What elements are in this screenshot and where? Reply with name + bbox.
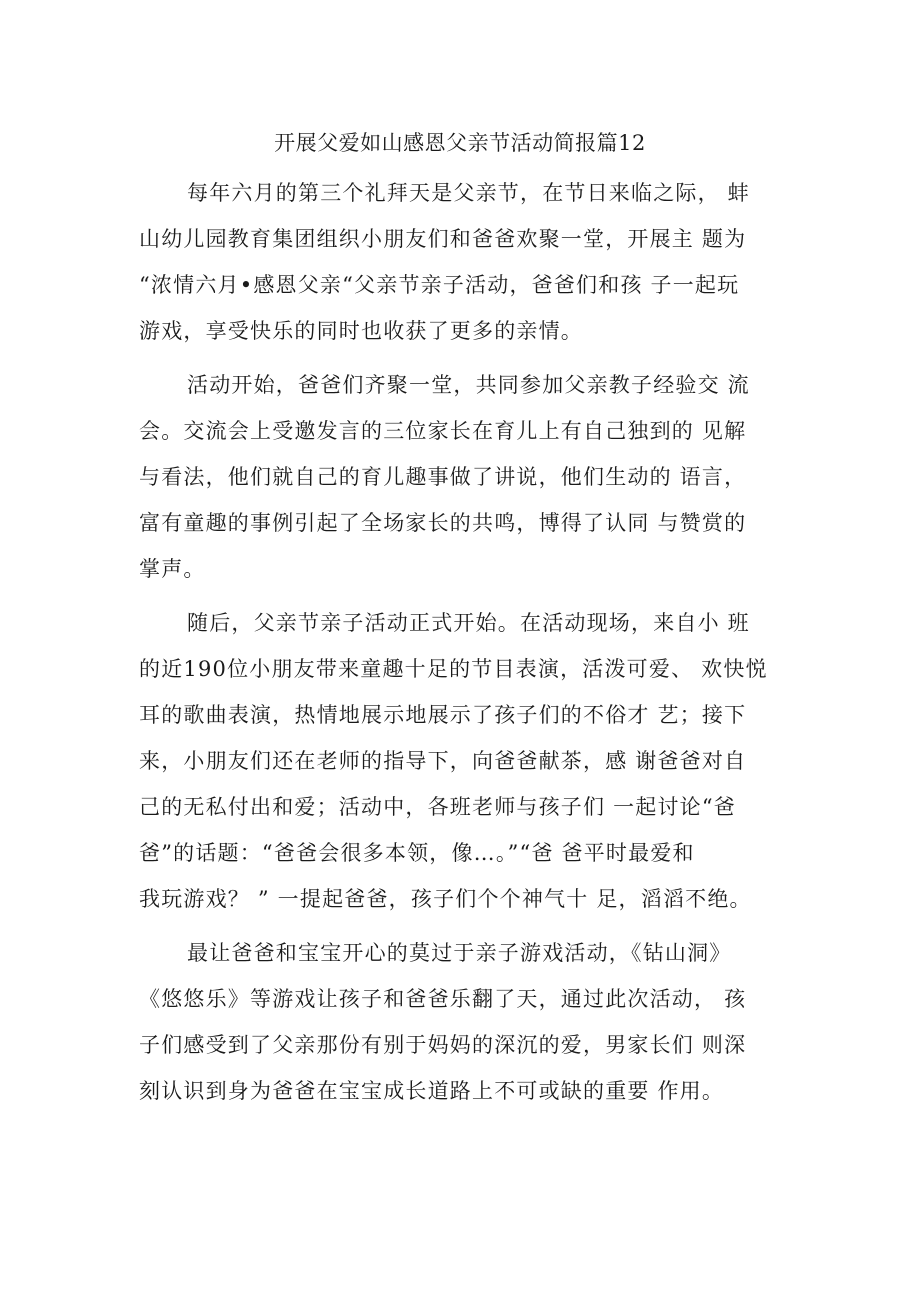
paragraph-line: 我玩游戏？ ” 一提起爸爸，孩子们个个神气十 足，滔滔不绝。 bbox=[139, 887, 752, 911]
paragraph-line: 游戏，享受快乐的同时也收获了更多的亲情。 bbox=[139, 319, 583, 343]
paragraph-3 bbox=[139, 600, 789, 922]
paragraph-line: 《悠悠乐》等游戏让孩子和爸爸乐翻了天，通过此次活动， 孩 bbox=[139, 987, 747, 1011]
paragraph-2 bbox=[139, 362, 789, 592]
paragraph-1 bbox=[139, 170, 789, 354]
paragraph-line: 来，小朋友们还在老师的指导下，向爸爸献茶，感 谢爸爸对自 bbox=[139, 749, 747, 773]
paragraph-line: 掌声。 bbox=[139, 557, 206, 581]
paragraph-line: 富有童趣的事例引起了全场家长的共鸣，博得了认同 与赞赏的 bbox=[139, 511, 747, 535]
document-title: 开展父爱如山感恩父亲节活动简报篇12 bbox=[274, 131, 646, 155]
paragraph-line: 己的无私付出和爱；活动中，各班老师与孩子们 一起讨论“爸 bbox=[139, 795, 737, 819]
paragraph-4 bbox=[139, 930, 789, 1114]
paragraph-line: 耳的歌曲表演，热情地展示地展示了孩子们的不俗才 艺；接下 bbox=[139, 703, 747, 727]
paragraph-line: 爸”的话题：“爸爸会很多本领，像…。”“爸 爸平时最爱和 bbox=[139, 841, 695, 865]
paragraph-line: 的近190位小朋友带来童趣十足的节目表演，活泼可爱、 欢快悦 bbox=[139, 657, 768, 681]
paragraph-line: 活动开始，爸爸们齐聚一堂，共同参加父亲教子经验交 流 bbox=[187, 373, 750, 397]
paragraph-line: 与看法，他们就自己的育儿趣事做了讲说，他们生动的 语言， bbox=[139, 465, 747, 489]
paragraph-line: “浓情六月•感恩父亲“父亲节亲子活动，爸爸们和孩 子一起玩 bbox=[139, 273, 740, 297]
paragraph-line: 随后，父亲节亲子活动正式开始。在活动现场，来自小 班 bbox=[187, 611, 750, 635]
paragraph-line: 刻认识到身为爸爸在宝宝成长道路上不可或缺的重要 作用。 bbox=[139, 1079, 725, 1103]
paragraph-line: 每年六月的第三个礼拜天是父亲节，在节日来临之际， 蚌 bbox=[187, 181, 750, 205]
document-body bbox=[139, 170, 789, 1122]
paragraph-line: 子们感受到了父亲那份有别于妈妈的深沉的爱，男家长们 则深 bbox=[139, 1033, 747, 1057]
paragraph-line: 山幼儿园教育集团组织小朋友们和爸爸欢聚一堂，开展主 题为 bbox=[139, 227, 747, 251]
paragraph-line: 最让爸爸和宝宝开心的莫过于亲子游戏活动，《钻山洞》 bbox=[187, 941, 732, 965]
paragraph-line: 会。交流会上受邀发言的三位家长在育儿上有自己独到的 见解 bbox=[139, 419, 747, 443]
